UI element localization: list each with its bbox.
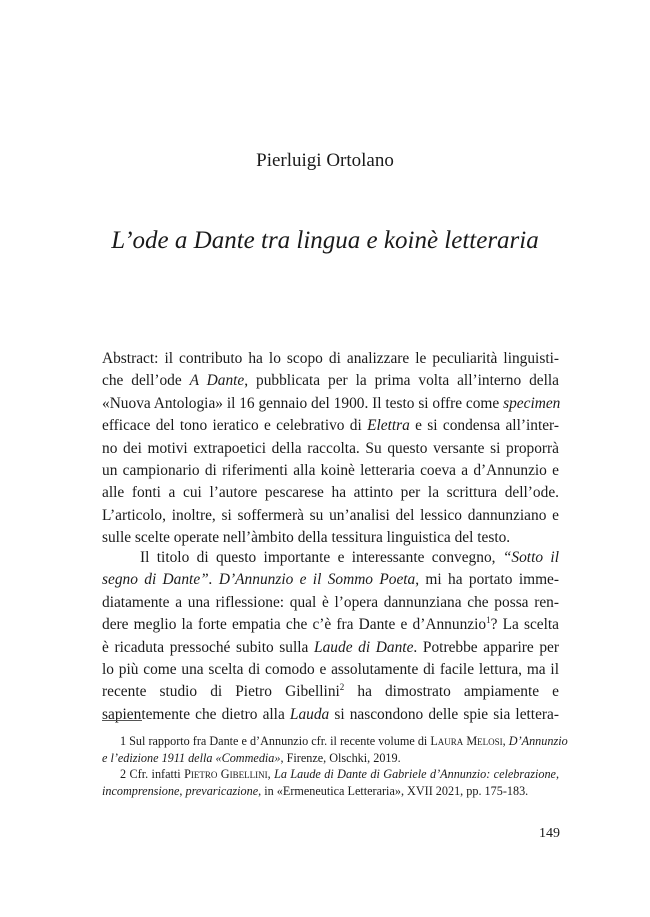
page-number: 149 (539, 826, 560, 841)
footnote-2: 2 Cfr. infatti Pietro Gibellini, La Laude di Dante di Gabriele d’Annunzio: celebrazione, (120, 767, 560, 781)
body-line: recente studio di Pietro Gibellini$^2$ ha dimostrato ampiamente e (102, 682, 559, 701)
body-line: Il titolo di questo importante e interessante convegno, “Sotto il (140, 549, 559, 566)
abstract-line: no dei motivi extrapoetici della raccolta. Su questo versante si proporrà (102, 439, 559, 457)
body-line: lo più come una scelta di comodo e assolutamente di facile lettura, ma il (102, 661, 559, 679)
body-line: diatamente a una riflessione: qual è l’opera dannunziana che possa ren- (102, 593, 559, 611)
author-name: Pierluigi Ortolano (256, 150, 394, 171)
footnote-1: 1 Sul rapporto fra Dante e d’Annunzio cfr. il recente volume di Laura Melosi, D’Annunzio (120, 734, 568, 748)
abstract-line: un campionario di riferimenti alla koinè letteraria coeva a d’Annunzio e (102, 462, 559, 480)
body-paragraph (102, 547, 559, 726)
footnote-1-cont: e l’edizione 1911 della «Commedia», Firenze, Olschki, 2019. (102, 750, 401, 765)
body-line: segno di Dante”. D’Annunzio e il Sommo Poeta, mi ha portato imme- (102, 571, 559, 589)
abstract-paragraph (102, 348, 559, 550)
abstract-line: «Nuova Antologia» il 16 gennaio del 1900. Il testo si offre come specimen (102, 394, 561, 412)
footnote-separator (102, 720, 142, 721)
abstract-line: L’articolo, inoltre, si soffermerà su un’analisi del lessico dannunziano e (102, 506, 559, 524)
abstract-line: sulle scelte operate nell’àmbito della tessitura linguistica del testo. (102, 529, 511, 547)
abstract-line: che dell’ode A Dante, pubblicata per la prima volta all’interno della (102, 372, 560, 390)
footnote-ref: 2 (339, 682, 345, 693)
abstract-line: Abstract: il contributo ha lo scopo di analizzare le peculiarità linguisti- (102, 350, 559, 367)
ode-title-italic: A Dante (189, 372, 245, 390)
body-line: è ricaduta pressoché subito sulla Laude di Dante. Potrebbe apparire per (102, 638, 559, 656)
body-line: dere meglio la forte empatia che c’è fra Dante e d’Annunzio$^1$? La scelta (102, 615, 560, 634)
footnote-ref: 1 (486, 615, 491, 626)
abstract-line: efficace del tono ieratico e celebrativo di Elettra e si condensa all’inter- (102, 417, 559, 435)
abstract-line: alle fonti a cui l’autore pescarese ha attinto per la scrittura dell’ode. (102, 484, 559, 502)
footnotes (102, 733, 568, 799)
footnote-2-cont: incomprensione, prevaricazione, in «Ermeneutica Letteraria», XVII 2021, pp. 175-183. (102, 783, 529, 798)
body-line: sapientemente che dietro alla Lauda si nascondono delle spie sia lettera- (102, 705, 559, 723)
article-title: L’ode a Dante tra lingua e koinè letteraria (111, 227, 539, 254)
